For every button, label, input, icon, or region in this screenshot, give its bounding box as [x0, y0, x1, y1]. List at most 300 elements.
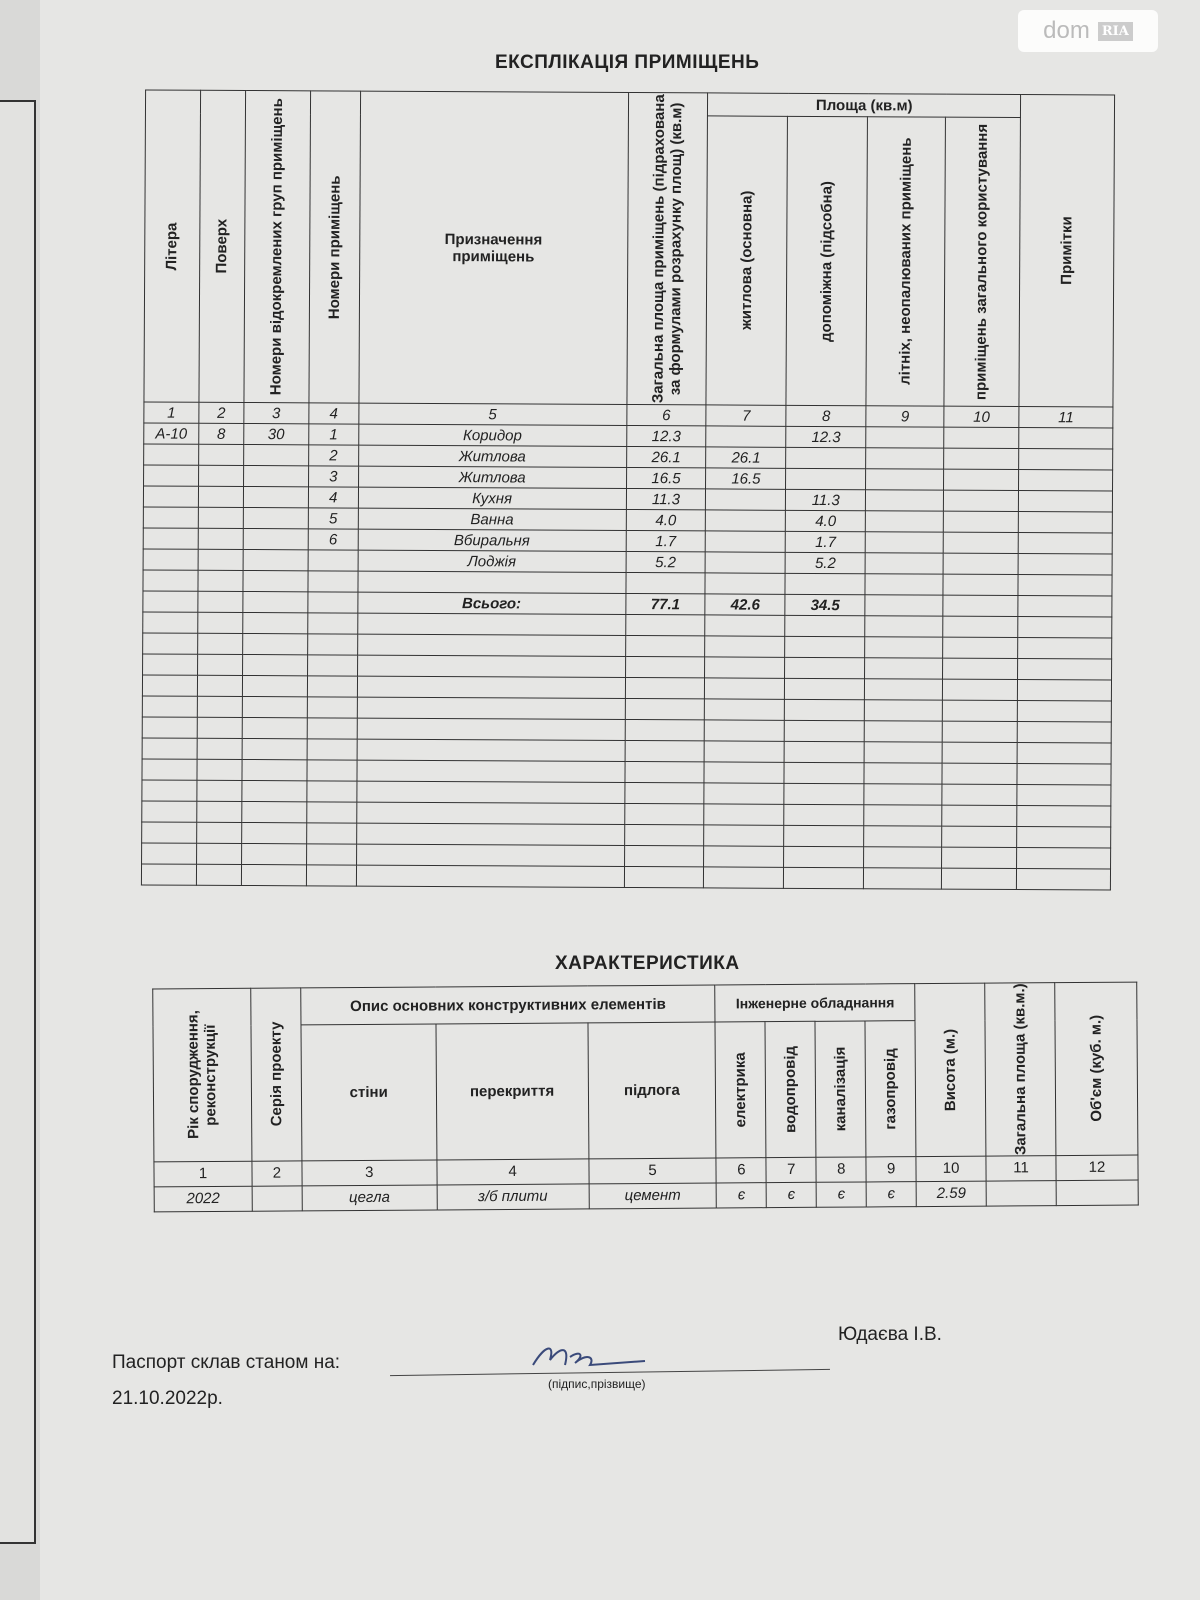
table-cell-text: 2 — [329, 446, 338, 464]
table-cell — [143, 633, 198, 654]
table-cell — [1018, 533, 1112, 554]
table-cell — [197, 717, 242, 738]
table-cell — [242, 801, 307, 822]
table-cell — [1018, 491, 1112, 512]
column-number-text: 10 — [942, 1160, 960, 1178]
table-cell — [1018, 596, 1112, 617]
table-cell — [766, 1182, 816, 1207]
table-cell — [626, 488, 706, 509]
table-cell — [705, 678, 785, 699]
table-cell — [706, 426, 786, 447]
table-cell — [864, 742, 942, 763]
table-cell — [142, 696, 197, 717]
table-cell — [306, 823, 356, 844]
table-cell — [1019, 470, 1113, 491]
column-header-text: каналізація — [831, 1046, 850, 1132]
table-cell — [784, 846, 864, 867]
table-cell — [816, 1182, 866, 1207]
table-cell — [197, 759, 242, 780]
table-cell — [866, 448, 944, 469]
table-cell — [864, 763, 942, 784]
table-cell — [358, 550, 626, 572]
table-cell — [705, 594, 785, 615]
table-cell — [243, 465, 308, 486]
column-number-text: 11 — [1013, 1159, 1029, 1177]
table-cell — [142, 780, 197, 801]
column-number — [302, 1160, 437, 1186]
column-number — [1019, 407, 1113, 428]
column-header-text: водопровід — [781, 1045, 800, 1134]
table-cell — [589, 1183, 717, 1209]
author-name: Юдаєва І.В. — [838, 1324, 942, 1345]
table-cell — [705, 657, 785, 678]
table-cell — [626, 530, 706, 551]
column-number-text: 9 — [886, 1160, 896, 1178]
column-number-text: 10 — [973, 408, 990, 426]
area-group-header: Площа (кв.м) — [708, 93, 1021, 118]
table-cell — [308, 571, 358, 592]
column-header — [144, 90, 201, 402]
watermark-text: dom — [1043, 17, 1090, 44]
table-cell — [307, 781, 357, 802]
table-cell-text: Житлова — [458, 447, 526, 465]
table-cell-text: 34.5 — [810, 596, 840, 614]
column-header — [985, 983, 1056, 1156]
column-header — [153, 988, 252, 1161]
watermark-badge: RIA — [1098, 22, 1133, 41]
table-cell — [307, 760, 357, 781]
table-cell — [942, 784, 1017, 805]
table-cell-text: цемент — [624, 1186, 681, 1205]
column-number-text: 1 — [167, 404, 176, 422]
table-cell — [942, 763, 1017, 784]
table-cell — [358, 487, 626, 509]
table-cell — [197, 675, 242, 696]
table-cell — [356, 865, 624, 887]
table-cell — [243, 570, 308, 591]
table-cell — [198, 507, 243, 528]
table-cell-text: 1 — [329, 425, 338, 443]
column-header — [944, 117, 1020, 406]
table-cell — [785, 594, 865, 615]
table-cell — [198, 570, 243, 591]
table-cell — [704, 867, 784, 888]
table-cell — [437, 1184, 589, 1210]
table-cell — [866, 511, 944, 532]
table-cell — [242, 675, 307, 696]
column-header — [626, 92, 708, 404]
column-number — [199, 402, 244, 423]
table-cell-text: 1.7 — [815, 533, 837, 551]
table-cell — [865, 658, 943, 679]
table-cell — [309, 424, 359, 445]
table-cell — [944, 427, 1019, 448]
column-header — [1055, 982, 1138, 1155]
column-number — [154, 1161, 252, 1187]
characteristic-table — [152, 982, 1139, 1213]
table-cell — [307, 739, 357, 760]
table-cell — [1017, 722, 1111, 743]
table-cell — [625, 677, 705, 698]
column-header — [309, 91, 361, 403]
table-cell — [705, 615, 785, 636]
table-cell-text: 3 — [329, 467, 338, 485]
table-cell — [1019, 428, 1113, 449]
table-cell — [143, 612, 198, 633]
column-number — [706, 405, 786, 426]
table-cell — [242, 696, 307, 717]
table-cell — [943, 679, 1018, 700]
table-cell — [865, 574, 943, 595]
table-cell — [142, 738, 197, 759]
footer-label: Паспорт склав станом на: — [112, 1352, 341, 1373]
table-cell — [143, 507, 198, 528]
table-cell-text: 5 — [328, 509, 338, 527]
explication-table — [141, 89, 1115, 890]
column-number — [252, 1161, 302, 1186]
table-cell-text: 4 — [329, 488, 338, 506]
table-cell — [1017, 701, 1111, 722]
table-cell — [706, 447, 786, 468]
table-cell — [705, 636, 785, 657]
table-cell — [143, 528, 198, 549]
table-cell — [785, 573, 865, 594]
column-number-text: 12 — [1088, 1158, 1106, 1177]
table-cell — [865, 637, 943, 658]
table-cell — [143, 549, 198, 570]
column-header-text: стіни — [349, 1083, 388, 1102]
table-cell — [943, 532, 1018, 553]
table-cell — [717, 1182, 767, 1207]
table-cell — [624, 761, 704, 782]
table-cell — [308, 529, 358, 550]
table-cell — [864, 721, 942, 742]
table-cell — [243, 591, 308, 612]
table-cell — [706, 552, 786, 573]
table-cell — [307, 718, 357, 739]
table-cell-text: є — [887, 1185, 896, 1203]
table-cell — [357, 760, 625, 782]
column-header-text: Серія проекту — [267, 1022, 285, 1127]
table-cell — [144, 423, 199, 444]
table-cell — [624, 824, 704, 845]
table-cell-text: 6 — [328, 530, 338, 548]
table-cell — [357, 655, 625, 677]
table-cell — [143, 591, 198, 612]
column-header-text: підлога — [623, 1081, 680, 1100]
table-cell — [356, 823, 624, 845]
table-cell — [302, 1185, 437, 1211]
table-cell — [243, 486, 308, 507]
table-cell — [306, 844, 356, 865]
table-cell-text: 2022 — [186, 1190, 220, 1208]
table-cell — [705, 720, 785, 741]
table-cell — [865, 700, 943, 721]
column-header-text: Об'єм (куб. м.) — [1087, 1015, 1106, 1123]
table-cell — [1017, 827, 1111, 848]
table-cell-text: Коридор — [462, 426, 522, 444]
table-cell — [197, 801, 242, 822]
table-cell — [785, 615, 865, 636]
table-cell — [943, 595, 1018, 616]
column-number — [244, 402, 309, 423]
table-cell-text: Вбиральня — [453, 531, 530, 549]
table-cell-text: 12.3 — [811, 428, 841, 446]
table-cell — [865, 595, 943, 616]
table-cell — [942, 742, 1017, 763]
column-number — [866, 406, 944, 427]
column-number-text: 5 — [488, 405, 497, 423]
table-cell — [784, 825, 864, 846]
table-cell — [308, 445, 358, 466]
table-cell — [357, 676, 625, 698]
table-cell — [943, 616, 1018, 637]
table-cell-text: є — [787, 1186, 796, 1204]
table-cell — [243, 507, 308, 528]
table-cell — [358, 571, 626, 593]
column-number-text: 9 — [900, 407, 910, 425]
table-cell — [143, 486, 198, 507]
table-cell — [625, 593, 705, 614]
table-cell — [786, 531, 866, 552]
table-cell — [706, 468, 786, 489]
table-cell — [625, 740, 705, 761]
table-cell — [244, 423, 309, 444]
table-cell — [624, 782, 704, 803]
table-cell — [198, 486, 243, 507]
table-cell — [944, 448, 1019, 469]
table-cell — [1017, 743, 1111, 764]
table-cell — [786, 468, 866, 489]
table-cell-text: 4.0 — [815, 512, 837, 530]
column-number — [986, 1155, 1056, 1180]
table-cell-text: 2.59 — [936, 1184, 966, 1203]
table-cell — [1056, 1180, 1138, 1206]
table-cell — [243, 528, 308, 549]
table-cell — [943, 637, 1018, 658]
column-header-text: Літера — [163, 222, 181, 271]
table-cell — [866, 490, 944, 511]
table-cell — [243, 633, 308, 654]
table-cell-text: цегла — [348, 1188, 390, 1207]
column-header-text: перекриття — [469, 1082, 555, 1101]
engineering-group-header: Інженерне обладнання — [715, 984, 915, 1023]
table-cell — [197, 822, 242, 843]
table-cell — [942, 700, 1017, 721]
column-number-text: 3 — [272, 404, 281, 422]
table-cell — [1018, 659, 1112, 680]
column-number — [359, 403, 627, 425]
table-cell — [307, 634, 357, 655]
table-cell — [198, 465, 243, 486]
table-cell — [864, 847, 942, 868]
table-cell — [308, 592, 358, 613]
table-cell-text: 8 — [216, 425, 226, 443]
table-cell — [357, 718, 625, 740]
table-cell — [784, 783, 864, 804]
table-cell — [864, 868, 942, 889]
table-cell — [943, 511, 1018, 532]
table-cell — [307, 802, 357, 823]
table-cell — [624, 845, 704, 866]
table-cell-text: 77.1 — [650, 595, 681, 613]
column-header-text: Номери приміщень — [325, 175, 344, 319]
table-cell — [242, 780, 307, 801]
table-cell — [944, 490, 1019, 511]
table-cell — [142, 801, 197, 822]
table-cell — [1018, 554, 1112, 575]
table-cell — [625, 614, 705, 635]
table-cell — [864, 805, 942, 826]
table-cell — [706, 510, 786, 531]
table-cell — [626, 551, 706, 572]
table-cell-text: 26.1 — [731, 449, 761, 467]
table-cell — [1018, 512, 1112, 533]
table-cell-text: Лоджія — [467, 552, 517, 570]
table-cell — [1018, 617, 1112, 638]
table-cell — [142, 822, 197, 843]
table-cell — [307, 655, 357, 676]
table-cell — [1017, 785, 1111, 806]
table-cell — [357, 802, 625, 824]
column-header-text: Номери відокремлених груп приміщень — [267, 98, 287, 396]
table-cell — [1017, 848, 1111, 869]
table-cell-text: 16.5 — [731, 470, 761, 488]
table-cell-text: 42.6 — [730, 596, 760, 614]
table-cell — [244, 444, 309, 465]
table-cell — [625, 656, 705, 677]
table-cell — [197, 780, 242, 801]
table-cell — [357, 739, 625, 761]
table-cell — [944, 469, 1019, 490]
column-number — [816, 1157, 866, 1182]
column-header-text: Загальна площа (кв.м.) — [1011, 983, 1030, 1156]
table-cell — [308, 508, 358, 529]
table-cell — [197, 654, 242, 675]
table-cell-text — [1057, 1192, 1138, 1193]
table-cell — [866, 469, 944, 490]
column-header-text: літніх, неопалюваних приміщень — [896, 137, 915, 386]
table-cell — [864, 826, 942, 847]
table-cell — [942, 826, 1017, 847]
column-header — [866, 117, 945, 406]
table-cell — [943, 553, 1018, 574]
table-cell-text: 12.3 — [651, 427, 681, 445]
column-header-text: Примітки — [1057, 216, 1076, 286]
column-number-text: 2 — [217, 404, 226, 422]
table-cell — [1017, 764, 1111, 785]
table-cell — [142, 717, 197, 738]
table-cell — [704, 804, 784, 825]
table-cell — [308, 466, 358, 487]
table-cell — [705, 699, 785, 720]
table-cell — [784, 867, 864, 888]
table-cell — [356, 844, 624, 866]
column-header — [915, 983, 986, 1156]
table-cell — [706, 489, 786, 510]
table-cell-text — [358, 582, 625, 583]
column-number-text: 7 — [787, 1161, 796, 1179]
table-cell — [784, 741, 864, 762]
column-header — [301, 1024, 437, 1160]
column-number-text: 2 — [272, 1164, 282, 1182]
column-number-text: 1 — [198, 1165, 208, 1183]
table-cell — [704, 762, 784, 783]
table-cell — [358, 592, 626, 614]
column-number-text: 5 — [648, 1162, 657, 1180]
column-header — [1019, 95, 1115, 407]
table-cell — [942, 868, 1017, 889]
table-cell — [786, 489, 866, 510]
table-cell — [784, 804, 864, 825]
table-cell — [242, 717, 307, 738]
column-header — [786, 116, 867, 405]
table-cell-text: 1.7 — [655, 532, 677, 550]
table-cell — [866, 427, 944, 448]
header-row — [145, 90, 1114, 118]
column-number — [309, 403, 359, 424]
table-cell — [141, 864, 196, 885]
column-number-text: 11 — [1058, 408, 1074, 426]
table-cell — [198, 612, 243, 633]
table-cell — [704, 783, 784, 804]
table-cell — [242, 822, 307, 843]
table-cell — [785, 678, 865, 699]
table-cell — [865, 679, 943, 700]
footer-date: 21.10.2022р. — [112, 1388, 223, 1409]
table-cell-text: 30 — [267, 425, 285, 443]
column-number-text: 7 — [742, 407, 751, 425]
table-cell — [865, 616, 943, 637]
table-cell — [357, 634, 625, 656]
table-cell — [358, 529, 626, 551]
table-cell — [1018, 638, 1112, 659]
table-cell — [197, 738, 242, 759]
table-cell — [358, 466, 626, 488]
table-cell — [785, 699, 865, 720]
table-cell — [625, 698, 705, 719]
table-cell — [785, 552, 865, 573]
table-cell — [1019, 449, 1113, 470]
table-cell-text: 11.3 — [811, 491, 840, 509]
column-header — [765, 1022, 816, 1158]
table-cell — [308, 550, 358, 571]
table-cell-text: 11.3 — [651, 490, 681, 508]
table-cell-text: є — [737, 1186, 746, 1204]
table-cell — [705, 573, 785, 594]
table-cell — [916, 1181, 986, 1206]
column-number-text: 6 — [662, 406, 671, 424]
column-header — [865, 1021, 916, 1157]
table-cell — [785, 657, 865, 678]
table-cell — [199, 444, 244, 465]
table-cell — [705, 741, 785, 762]
table-cell — [242, 738, 307, 759]
table-cell — [198, 591, 243, 612]
watermark-logo — [1018, 10, 1158, 52]
table-cell — [144, 444, 199, 465]
table-cell — [357, 781, 625, 803]
table-cell — [942, 847, 1017, 868]
table-cell — [199, 423, 244, 444]
table-cell — [196, 864, 241, 885]
table-cell — [626, 425, 706, 446]
column-header-text: приміщень загального користування — [972, 123, 992, 400]
column-header — [715, 1022, 766, 1158]
table-cell — [243, 549, 308, 570]
table-cell — [308, 487, 358, 508]
column-header-text: житлова (основна) — [738, 190, 756, 331]
